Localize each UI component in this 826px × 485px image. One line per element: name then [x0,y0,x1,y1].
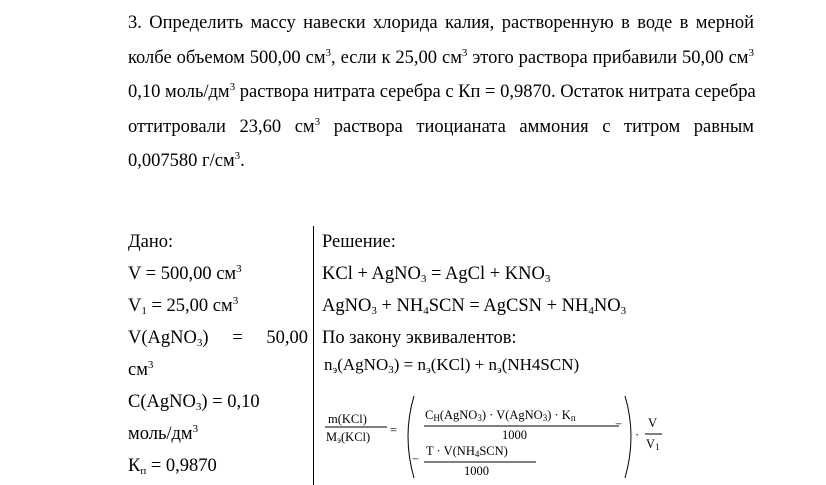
problem-line-3: 0,10 моль/$дм^3$ раствора нитрата серебра с Кп = 0,9870. Остаток нитрата серебра [128,81,756,102]
term2-numerator: T · V(NH4SCN) [426,444,508,459]
given-agno3-volume: V(AgNO$_3$) = 50,00 [128,328,308,349]
problem-line-1: 3. Определить массу навески хлорида калия, растворенную в воде в мерной [128,13,754,33]
equals-sign: = [390,423,398,437]
equivalence-equation: nэ(AgNO3) = nэ(KCl) + nэ(NH4SCN) [324,355,580,376]
given-concentration: C(AgNO$_3$) = 0,10 [128,392,260,413]
given-concentration-unit: моль/$дм^3$ [128,423,199,444]
problem-line-4: оттитровали 23,60 $см^3$ раствора тиоцианата аммония с титром равным [128,115,754,137]
term2-sign: − [412,452,420,466]
problem-text [128,6,754,179]
lhs-numerator: m(KCl) [328,412,367,426]
reaction-1: KCl + AgNO$_3$ = AgCl + $KNO_3$ [322,264,551,285]
multiply-dot: · [635,428,640,442]
term1-denominator: 1000 [502,428,527,442]
solution-header: Решение: [322,232,396,252]
rhs-denominator: V1 [646,437,660,452]
mass-formula [322,392,682,485]
solution-column [322,226,652,354]
term1-minus: − [615,417,623,431]
term1-numerator: CH(AgNO3) · V(AgNO3) · Kп [425,408,576,423]
given-header: Дано: [128,232,174,252]
column-divider [313,226,314,485]
rhs-numerator: V [648,416,658,430]
given-volume: V = 500,00 $см^3$ [128,263,242,284]
given-column [128,226,308,482]
problem-line-5: 0,007580 $г/см^3$. [128,150,245,171]
equivalence-law: По закону эквивалентов: [322,328,517,348]
problem-line-2: колбе объемом 500,00 $см^3$, если к 25,00 $см^3$ этого раствора прибавили 50,00 $см^3$ [128,46,754,68]
given-correction-factor: $К_п = 0,9870$ [128,456,217,477]
lhs-denominator: Mэ(KCl) [326,430,371,445]
given-agno3-unit: $см^3$ [128,359,154,380]
term2-denominator: 1000 [464,464,489,478]
right-paren [625,396,631,478]
reaction-2: AgNO$_3$ + $NH_4SCN$ = AgCSN + $NH_4NO_3$ [322,296,627,317]
given-aliquot: $V_1 = 25,00$ $см^3$ [128,295,239,317]
